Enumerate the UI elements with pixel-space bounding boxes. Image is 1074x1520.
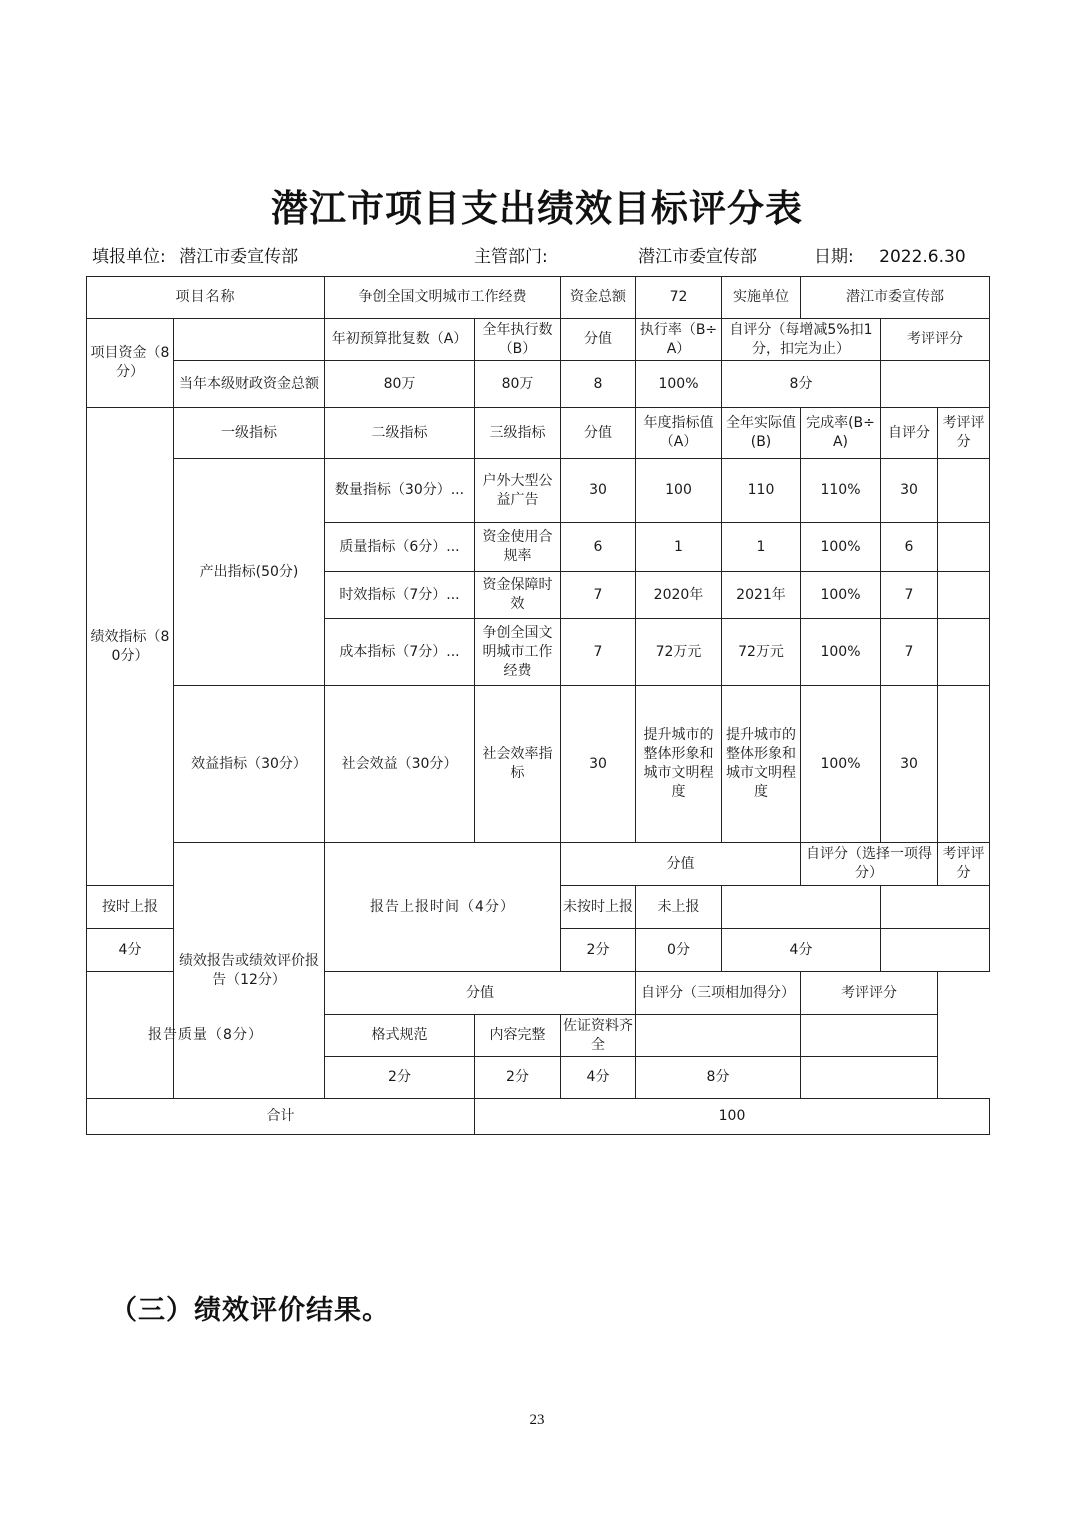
output-score: 6 xyxy=(561,523,636,572)
benefit-level2: 社会效益（30分） xyxy=(325,686,475,843)
output-actual: 1 xyxy=(722,523,801,572)
timing-value: 4分 xyxy=(87,929,174,972)
benefit-label: 效益指标（30分） xyxy=(174,686,325,843)
level1-header: 一级指标 xyxy=(174,408,325,459)
total-label: 合计 xyxy=(87,1099,475,1135)
output-eval xyxy=(938,523,990,572)
funding-score: 8 xyxy=(561,361,636,408)
benefit-row xyxy=(87,686,990,843)
perf-self-header: 自评分 xyxy=(881,408,938,459)
funding-rate: 100% xyxy=(636,361,722,408)
output-score: 7 xyxy=(561,619,636,686)
fill-unit xyxy=(92,242,298,267)
funding-blank-cell xyxy=(174,319,325,361)
funding-rate-header: 执行率（B÷A） xyxy=(636,319,722,361)
project-info-row xyxy=(87,277,990,319)
timing-eval xyxy=(881,929,990,972)
impl-unit-label: 实施单位 xyxy=(722,277,801,319)
impl-unit-value: 潜江市委宣传部 xyxy=(801,277,990,319)
quality-self: 8分 xyxy=(636,1057,801,1099)
benefit-level3: 社会效率指标 xyxy=(475,686,561,843)
output-rate: 100% xyxy=(801,523,881,572)
output-self: 30 xyxy=(881,459,938,523)
level2-header: 二级指标 xyxy=(325,408,475,459)
funding-exec-header: 全年执行数（B） xyxy=(475,319,561,361)
output-target: 2020年 xyxy=(636,572,722,619)
timing-value: 0分 xyxy=(636,929,722,972)
output-actual: 110 xyxy=(722,459,801,523)
quality-option: 格式规范 xyxy=(325,1015,475,1057)
output-level2: 时效指标（7分）... xyxy=(325,572,475,619)
output-rate: 110% xyxy=(801,459,881,523)
output-actual: 2021年 xyxy=(722,572,801,619)
funding-exec: 80万 xyxy=(475,361,561,408)
timing-eval-blank xyxy=(881,886,990,929)
output-level3: 户外大型公益广告 xyxy=(475,459,561,523)
funding-self-header: 自评分（每增减5%扣1分，扣完为止） xyxy=(722,319,881,361)
output-actual: 72万元 xyxy=(722,619,801,686)
funding-row-label: 当年本级财政资金总额 xyxy=(174,361,325,408)
perf-rate-header: 完成率(B÷A) xyxy=(801,408,881,459)
timing-option: 按时上报 xyxy=(87,886,174,929)
performance-header-row xyxy=(87,408,990,459)
benefit-eval xyxy=(938,686,990,843)
report-label: 绩效报告或绩效评价报告（12分） xyxy=(174,843,325,1099)
funding-data-row xyxy=(87,361,990,408)
output-level3: 争创全国文明城市工作经费 xyxy=(475,619,561,686)
score-table xyxy=(86,276,990,1135)
level3-header: 三级指标 xyxy=(475,408,561,459)
timing-option: 未上报 xyxy=(636,886,722,929)
section-heading: （三）绩效评价结果。 xyxy=(110,1295,390,1326)
quality-eval xyxy=(801,1057,938,1099)
total-value: 100 xyxy=(475,1099,990,1135)
perf-score-header: 分值 xyxy=(561,408,636,459)
output-self: 7 xyxy=(881,572,938,619)
funding-label: 项目资金（8分） xyxy=(87,319,174,408)
supervisor-label: 主管部门: xyxy=(474,247,548,267)
timing-self-header: 自评分（选择一项得分） xyxy=(801,843,938,886)
output-rate: 100% xyxy=(801,572,881,619)
funding-self: 8分 xyxy=(722,361,881,408)
quality-option: 佐证资料齐全 xyxy=(561,1015,636,1057)
timing-self: 4分 xyxy=(722,929,881,972)
output-label: 产出指标(50分) xyxy=(174,459,325,686)
project-name-label: 项目名称 xyxy=(87,277,325,319)
project-name-value: 争创全国文明城市工作经费 xyxy=(325,277,561,319)
quality-value: 4分 xyxy=(561,1057,636,1099)
output-level3: 资金使用合规率 xyxy=(475,523,561,572)
output-level2: 质量指标（6分）... xyxy=(325,523,475,572)
quality-value: 2分 xyxy=(475,1057,561,1099)
funds-total-value: 72 xyxy=(636,277,722,319)
output-eval xyxy=(938,619,990,686)
performance-label: 绩效指标（80分） xyxy=(87,408,174,886)
benefit-rate: 100% xyxy=(801,686,881,843)
output-target: 100 xyxy=(636,459,722,523)
timing-eval-header: 考评评分 xyxy=(938,843,990,886)
total-row xyxy=(87,1099,990,1135)
output-target: 1 xyxy=(636,523,722,572)
output-rate: 100% xyxy=(801,619,881,686)
page-number: 23 xyxy=(529,1412,545,1428)
output-target: 72万元 xyxy=(636,619,722,686)
quality-self-header: 自评分（三项相加得分） xyxy=(636,972,801,1015)
funding-eval-header: 考评评分 xyxy=(881,319,990,361)
funding-header-row xyxy=(87,319,990,361)
date-value: 2022.6.30 xyxy=(879,247,966,267)
output-row xyxy=(87,459,990,523)
timing-value: 2分 xyxy=(561,929,636,972)
output-self: 6 xyxy=(881,523,938,572)
actual-header: 全年实际值(B) xyxy=(722,408,801,459)
funding-eval xyxy=(881,361,990,408)
page-title: 潜江市项目支出绩效目标评分表 xyxy=(271,187,803,230)
funds-total-label: 资金总额 xyxy=(561,277,636,319)
date xyxy=(814,242,966,267)
output-self: 7 xyxy=(881,619,938,686)
funding-score-header: 分值 xyxy=(561,319,636,361)
quality-eval-blank xyxy=(801,1015,938,1057)
timing-self-blank xyxy=(722,886,881,929)
output-level3: 资金保障时效 xyxy=(475,572,561,619)
output-eval xyxy=(938,459,990,523)
benefit-target: 提升城市的整体形象和城市文明程度 xyxy=(636,686,722,843)
date-label: 日期: xyxy=(814,247,854,267)
supervisor-value: 潜江市委宣传部 xyxy=(638,247,757,267)
output-score: 7 xyxy=(561,572,636,619)
funding-budget-header: 年初预算批复数（A） xyxy=(325,319,475,361)
benefit-self: 30 xyxy=(881,686,938,843)
output-eval xyxy=(938,572,990,619)
funding-budget: 80万 xyxy=(325,361,475,408)
timing-header-row xyxy=(87,843,990,886)
timing-option: 未按时上报 xyxy=(561,886,636,929)
perf-eval-header: 考评评分 xyxy=(938,408,990,459)
output-level2: 数量指标（30分）... xyxy=(325,459,475,523)
benefit-score: 30 xyxy=(561,686,636,843)
quality-label: 报告质量（8分） xyxy=(87,972,325,1099)
output-score: 30 xyxy=(561,459,636,523)
quality-value: 2分 xyxy=(325,1057,475,1099)
quality-self-blank xyxy=(636,1015,801,1057)
fill-unit-value: 潜江市委宣传部 xyxy=(179,247,299,267)
quality-score-header: 分值 xyxy=(325,972,636,1015)
fill-unit-label: 填报单位: xyxy=(92,247,166,267)
quality-option: 内容完整 xyxy=(475,1015,561,1057)
timing-score-header: 分值 xyxy=(561,843,801,886)
quality-eval-header: 考评评分 xyxy=(801,972,938,1015)
timing-label: 报告上报时间（4分） xyxy=(325,843,561,972)
target-header: 年度指标值（A） xyxy=(636,408,722,459)
benefit-actual: 提升城市的整体形象和城市文明程度 xyxy=(722,686,801,843)
output-level2: 成本指标（7分）... xyxy=(325,619,475,686)
